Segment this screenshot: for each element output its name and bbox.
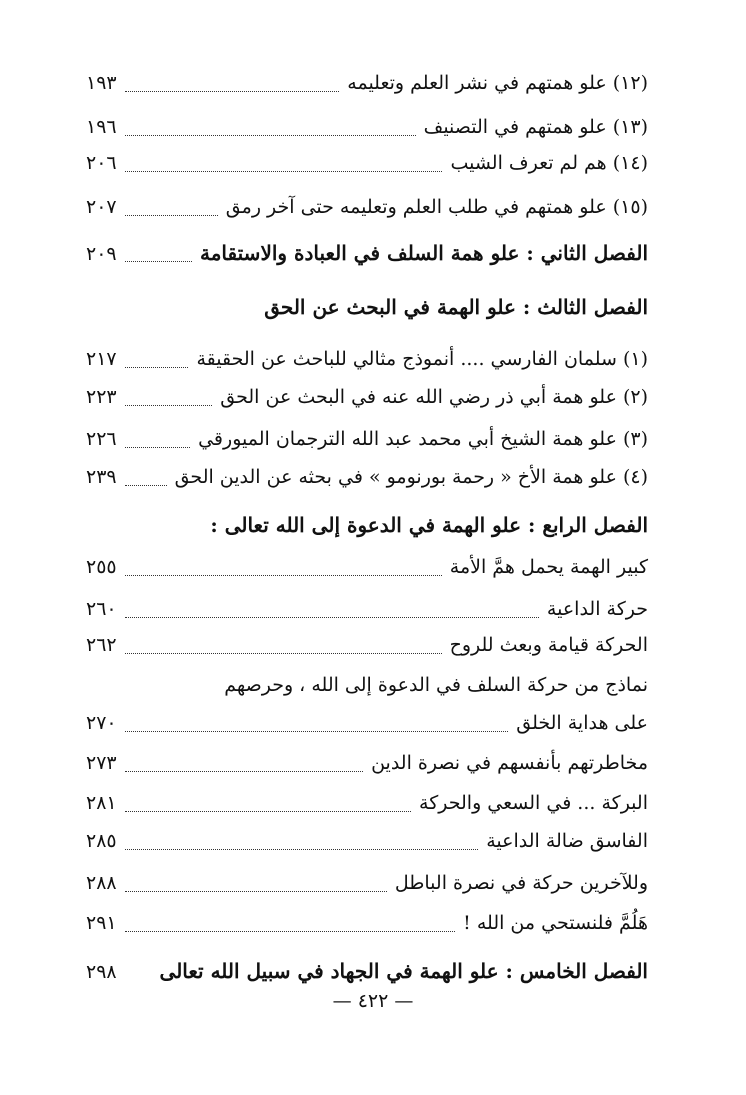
leader-dots	[125, 575, 442, 576]
toc-entry-title: وللآخرين حركة في نصرة الباطل	[394, 872, 648, 894]
leader-dots	[125, 215, 218, 216]
toc-entry-page: ٢٠٧	[86, 196, 117, 218]
toc-entry	[86, 64, 648, 102]
toc-entry-page: ٢٢٦	[86, 428, 117, 450]
toc-entry	[86, 144, 648, 182]
toc-entry-title: (١٣) علو همتهم في التصنيف	[423, 116, 648, 138]
toc-entry	[86, 784, 648, 822]
toc-entry	[86, 666, 648, 704]
toc-chapter-title: الفصل الثاني : علو همة السلف في العبادة والاستقامة	[200, 241, 648, 265]
page-number: — ٤٢٢ —	[332, 990, 414, 1012]
toc-entry-page: ٢٩١	[86, 912, 117, 934]
toc-entry-page: ١٩٦	[86, 116, 117, 138]
toc-entry-page: ٢٣٩	[86, 466, 117, 488]
toc-entry	[86, 548, 648, 586]
toc-entry-title: (٣) علو همة الشيخ أبي محمد عبد الله الترجمان الميورقي	[198, 428, 648, 450]
toc-entry-title: على هداية الخلق	[516, 712, 648, 734]
toc-entry-title: البركة ... في السعي والحركة	[419, 792, 648, 814]
toc-chapter-title: الفصل الثالث : علو الهمة في البحث عن الحق	[264, 295, 648, 319]
leader-dots	[125, 135, 416, 136]
toc-entry	[86, 188, 648, 226]
toc-entry-page: ٢٧٠	[86, 712, 117, 734]
toc-entry-title: (١) سلمان الفارسي .... أنموذج مثالي للباحث عن الحقيقة	[196, 348, 648, 370]
toc-entry-title: الحركة قيامة وبعث للروح	[449, 634, 648, 656]
leader-dots	[125, 171, 443, 172]
toc-entry-title: مخاطرتهم بأنفسهم في نصرة الدين	[371, 752, 648, 774]
toc-entry-page: ١٩٣	[86, 72, 117, 94]
leader-dots	[125, 447, 190, 448]
leader-dots	[125, 653, 442, 654]
toc-entry	[86, 744, 648, 782]
toc-entry	[86, 704, 648, 742]
toc-entry-page: ٢١٧	[86, 348, 117, 370]
toc-entry-page: ٢٧٣	[86, 752, 117, 774]
toc-entry-page: ٢٨١	[86, 792, 117, 814]
leader-dots	[125, 849, 479, 850]
toc-entry-title: حركة الداعية	[546, 598, 648, 620]
toc-chapter	[86, 288, 648, 326]
toc-entry-title: نماذج من حركة السلف في الدعوة إلى الله ، وحرصهم	[224, 674, 648, 696]
leader-dots	[125, 771, 363, 772]
toc-entry-title: (٤) علو همة الأخ « رحمة بورنومو » في بحثه عن الدين الحق	[174, 466, 648, 488]
leader-dots	[125, 811, 411, 812]
toc-entry	[86, 420, 648, 458]
toc-entry	[86, 458, 648, 496]
toc-entry-title: هَلُمَّ فلنستحي من الله !	[463, 912, 648, 934]
toc-entry-page: ٢٨٨	[86, 872, 117, 894]
leader-dots	[125, 261, 192, 262]
leader-dots	[125, 617, 539, 618]
toc-entry	[86, 340, 648, 378]
toc-entry	[86, 626, 648, 664]
toc-chapter-title: الفصل الخامس : علو الهمة في الجهاد في سبيل الله تعالى	[159, 959, 648, 983]
toc-chapter-title: الفصل الرابع : علو الهمة في الدعوة إلى الله تعالى :	[210, 513, 648, 537]
toc-entry-page: ٢٩٨	[86, 961, 117, 983]
toc-entry-page: ٢٦٠	[86, 598, 117, 620]
toc-entry-title: (١٢) علو همتهم في نشر العلم وتعليمه	[347, 72, 648, 94]
toc-entry-page: ٢٦٢	[86, 634, 117, 656]
toc-entry-page: ٢٢٣	[86, 386, 117, 408]
leader-dots	[125, 485, 167, 486]
toc-entry	[86, 864, 648, 902]
toc-entry	[86, 904, 648, 942]
toc-chapter	[86, 506, 648, 544]
leader-dots	[125, 891, 387, 892]
toc-entry-title: (١٤) هم لم تعرف الشيب	[450, 152, 648, 174]
toc-entry-page: ٢٠٩	[86, 243, 117, 265]
leader-dots	[125, 731, 509, 732]
toc-entry-page: ٢٨٥	[86, 830, 117, 852]
toc-entry	[86, 590, 648, 628]
toc-chapter	[86, 234, 648, 272]
toc-entry-title: كبير الهمة يحمل همَّ الأمة	[449, 556, 648, 578]
toc-entry-title: (١٥) علو همتهم في طلب العلم وتعليمه حتى آخر رمق	[225, 196, 648, 218]
toc-entry	[86, 108, 648, 146]
toc-entry	[86, 822, 648, 860]
leader-dots	[125, 931, 456, 932]
toc-entry-title: (٢) علو همة أبي ذر رضي الله عنه في البحث عن الحق	[220, 386, 648, 408]
leader-dots	[125, 367, 189, 368]
toc-entry-page: ٢٥٥	[86, 556, 117, 578]
toc-entry-title: الفاسق ضالة الداعية	[486, 830, 648, 852]
toc-entry	[86, 378, 648, 416]
leader-dots	[125, 405, 213, 406]
leader-dots	[125, 91, 340, 92]
toc-chapter	[86, 952, 648, 990]
toc-entry-page: ٢٠٦	[86, 152, 117, 174]
